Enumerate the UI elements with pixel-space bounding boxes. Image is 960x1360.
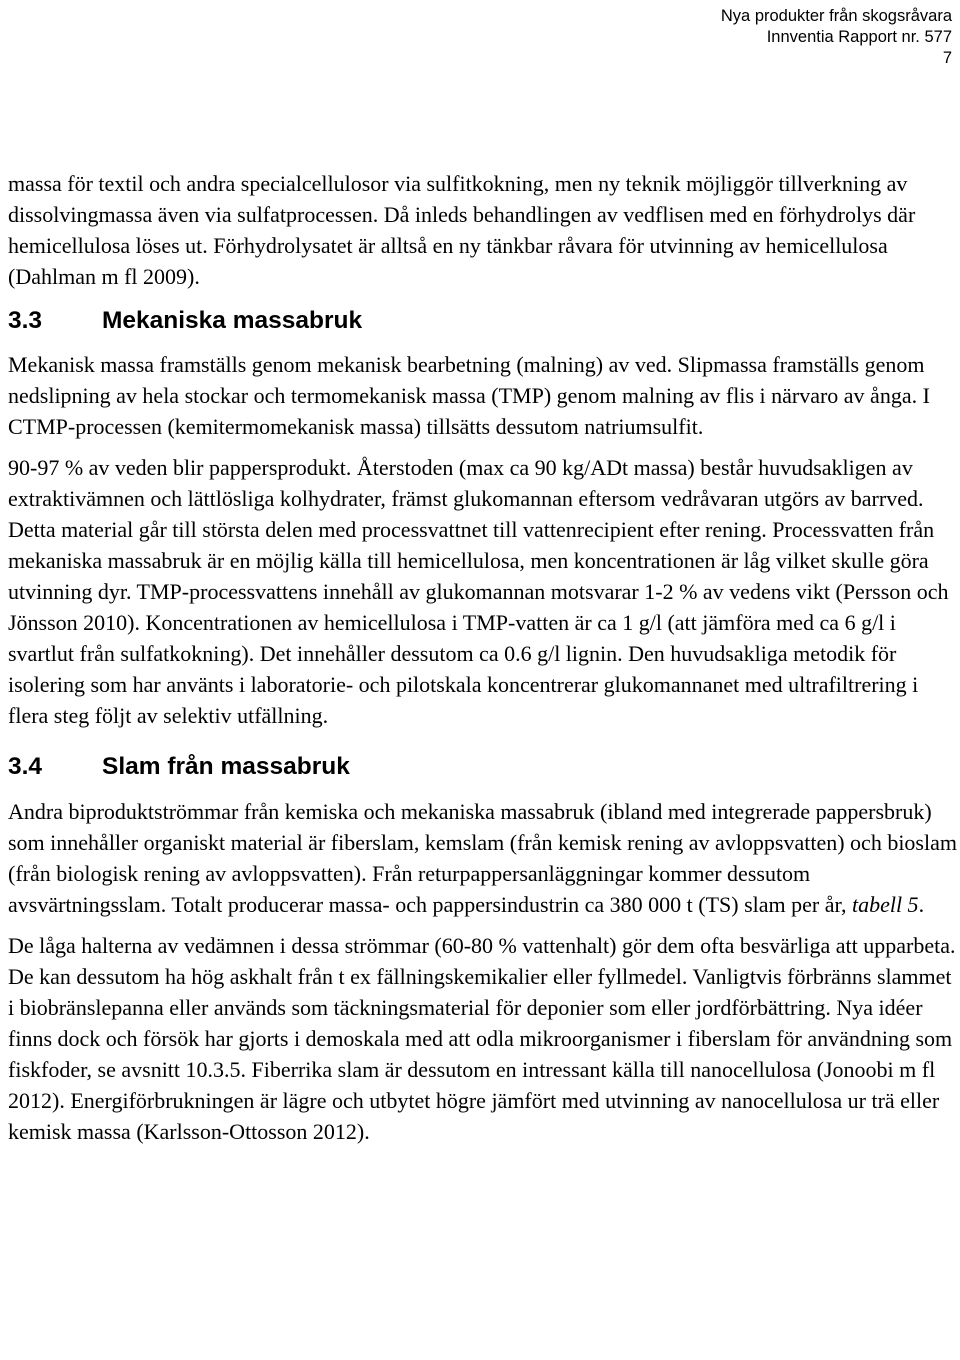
paragraph-text: Andra biproduktströmmar från kemiska och mekaniska massabruk (ibland med integrerade pappersbruk) som innehåller organiskt material är fiberslam, kemslam (från kemisk rening av avloppsvatten) och bioslam (från biologisk rening av avloppsvatten). Från returpappersanläggningar kommer dessutom avsvärtningsslam. Totalt producerar massa- och pappersindustrin ca 380 000 t (TS) slam per år,	[8, 799, 957, 917]
document-body	[8, 168, 958, 1147]
table-reference-link[interactable]: tabell 5	[851, 892, 919, 917]
intro-paragraph: massa för textil och andra specialcellulosor via sulfitkokning, men ny teknik möjliggör tillverkning av dissolvingmassa även via sulfatprocessen. Då inleds behandlingen av vedflisen med en förhydrolys där hemicellulosa löses ut. Förhydrolysatet är alltså en ny tänkbar råvara för utvinning av hemicellulosa (Dahlman m fl 2009).	[8, 171, 916, 289]
section-number: 3.3	[8, 307, 43, 334]
section-3-4-paragraph-2: De låga halterna av vedämnen i dessa strömmar (60-80 % vattenhalt) gör dem ofta besvärliga att upparbeta. De kan dessutom ha hög askhalt från t ex fällningskemikalier eller fyllmedel. Vanligtvis förbränns slammet i biobränslepanna eller används som täckningsmaterial för deponier som eller jordförbättring. Nya idéer finns dock och försök har gjorts i demoskala med att odla mikroorganismer i fiberslam för användning som fiskfoder, se avsnitt 10.3.5. Fiberrika slam är dessutom en intressant källa till nanocellulosa (Jonoobi m fl 2012). Energiförbrukningen är lägre och utbytet högre jämfört med utvinning av nanocellulosa ur trä eller kemisk massa (Karlsson-Ottosson 2012).	[8, 933, 956, 1144]
paragraph-end: .	[918, 892, 925, 917]
page-number: 7	[942, 49, 952, 67]
section-number: 3.4	[8, 753, 43, 780]
report-number: Innventia Rapport nr. 577	[766, 28, 952, 46]
section-3-3-paragraph-1: Mekanisk massa framställs genom mekanisk bearbetning (malning) av ved. Slipmassa framställs genom nedslipning av hela stockar och termomekanisk massa (TMP) genom malning av flis i närvaro av ånga. I CTMP-processen (kemitermomekanisk massa) tillsätts dessutom natriumsulfit.	[8, 352, 930, 439]
section-heading-3-4	[8, 751, 958, 782]
section-heading-3-3	[8, 305, 958, 336]
section-title: Slam från massabruk	[102, 753, 350, 780]
section-3-3-paragraph-2: 90-97 % av veden blir pappersprodukt. Återstoden (max ca 90 kg/ADt massa) består huvudsakligen av extraktivämnen och lättlösliga kolhydrater, främst glukomannan eftersom vedråvaran utgörs av barrved. Detta material går till största delen med processvattnet till vattenrecipient efter rening. Processvatten från mekaniska massabruk är en möjlig källa till hemicellulosa, men koncentrationen är låg vilket skulle göra utvinning dyr. TMP-processvattens innehåll av glukomannan motsvarar 1-2 % av vedens vikt (Persson och Jönsson 2010). Koncentrationen av hemicellulosa i TMP-vatten är ca 1 g/l (att jämföra med ca 6 g/l i svartlut från sulfatkokning). Det innehåller dessutom ca 0.6 g/l lignin. Den huvudsakliga metodik för isolering som har använts i laboratorie- och pilotskala koncentrerar glukomannanet med ultrafiltrering i flera steg följt av selektiv utfällning.	[8, 455, 949, 728]
section-title: Mekaniska massabruk	[102, 307, 363, 334]
document-title: Nya produkter från skogsråvara	[720, 7, 952, 25]
section-3-4-paragraph-1	[8, 796, 958, 920]
page-header	[721, 6, 952, 69]
